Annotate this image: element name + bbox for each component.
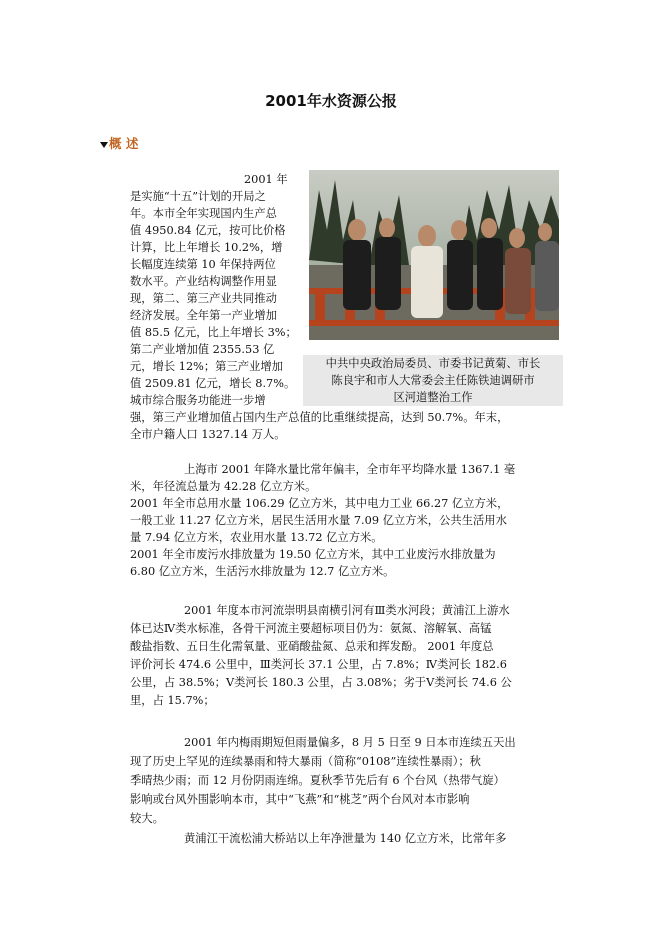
text-line: 元，增长 12%；第三产业增加: [130, 360, 283, 373]
text-line: 2001 年内梅雨期短但雨量偏多，8 月 5 日至 9 日本市连续五天出: [184, 736, 516, 749]
text-line: 全市户籍人口 1327.14 万人。: [130, 428, 286, 441]
text-line: 数水平。产业结构调整作用显: [130, 275, 277, 288]
section-heading[interactable]: [100, 134, 138, 152]
text-line: 现，第二、第三产业共同推动: [130, 292, 277, 305]
text-line: 黄浦江干流松浦大桥站以上年净泄量为 140 亿立方米，比常年多: [184, 832, 507, 845]
text-line: 经济发展。全年第一产业增加: [130, 309, 277, 322]
text-line: 季晴热少雨；而 12 月份阴雨连绵。夏秋季节先后有 6 个台风（热带气旋）: [130, 774, 505, 787]
text-line: 公里，占 38.5%；Ⅴ类河长 180.3 公里，占 3.08%；劣于Ⅴ类河长 74.6 公: [130, 676, 512, 689]
caret-down-icon: [100, 142, 108, 148]
caption-line: 陈良宇和市人大常委会主任陈铁迪调研市: [331, 374, 535, 387]
text-line: 上海市 2001 年降水量比常年偏丰，全市年平均降水量 1367.1 毫: [184, 463, 516, 476]
text-line: 长幅度连续第 10 年保持两位: [130, 258, 276, 271]
text-line: 值 4950.84 亿元，按可比价格: [130, 224, 286, 237]
photo-caption: [303, 355, 563, 406]
text-line: 值 85.5 亿元，比上年增长 3%；: [130, 326, 297, 339]
text-line: 2001 年度本市河流崇明县南横引河有Ⅲ类水河段；黄浦江上游水: [184, 604, 510, 617]
section-label: 概 述: [109, 136, 139, 151]
text-line: 年。本市全年实现国内生产总: [130, 207, 277, 220]
text-line: 2001 年: [244, 173, 288, 186]
text-line: 计算，比上年增长 10.2%，增: [130, 241, 283, 254]
page-title: 2001年水资源公报: [265, 92, 397, 110]
text-line: 6.80 亿立方米，生活污水排放量为 12.7 亿立方米。: [130, 565, 395, 578]
caption-line: 中共中央政治局委员、市委书记黄菊、市长: [325, 357, 541, 370]
text-line: 评价河长 474.6 公里中，Ⅲ类河长 37.1 公里，占 7.8%；Ⅳ类河长 182.6: [130, 658, 507, 671]
caption-line: 区河道整治工作: [393, 391, 473, 404]
news-photo: [309, 170, 559, 340]
text-line: 米，年径流总量为 42.28 亿立方米。: [130, 480, 317, 493]
text-line: 是实施“十五”计划的开局之: [130, 190, 266, 203]
text-line: 体已达Ⅳ类水标准，各骨干河流主要超标项目仍为：氨氮、溶解氧、高锰: [130, 622, 492, 635]
photo-illustration: [309, 170, 559, 340]
text-line: 强，第三产业增加值占国内生产总值的比重继续提高，达到 50.7%。年末，: [130, 411, 509, 424]
text-line: 影响或台风外围影响本市，其中“飞燕”和“桃芝”两个台风对本市影响: [130, 793, 470, 806]
text-line: 城市综合服务功能进一步增: [130, 394, 266, 407]
text-line: 量 7.94 亿立方米，农业用水量 13.72 亿立方米。: [130, 531, 383, 544]
text-line: 一般工业 11.27 亿立方米，居民生活用水量 7.09 亿立方米，公共生活用水: [130, 514, 507, 527]
text-line: 较大。: [130, 812, 164, 825]
text-line: 里，占 15.7%；: [130, 694, 215, 707]
text-line: 2001 年全市废污水排放量为 19.50 亿立方米，其中工业废污水排放量为: [130, 548, 496, 561]
text-line: 2001 年全市总用水量 106.29 亿立方米，其中电力工业 66.27 亿立方米，: [130, 497, 509, 510]
text-line: 值 2509.81 亿元，增长 8.7%。: [130, 377, 296, 390]
text-line: 现了历史上罕见的连续暴雨和特大暴雨（简称“0108”连续性暴雨）；秋: [130, 755, 481, 768]
text-line: 酸盐指数、五日生化需氧量、亚硝酸盐氮、总汞和挥发酚。 2001 年度总: [130, 640, 494, 653]
text-line: 第二产业增加值 2355.53 亿: [130, 343, 275, 356]
